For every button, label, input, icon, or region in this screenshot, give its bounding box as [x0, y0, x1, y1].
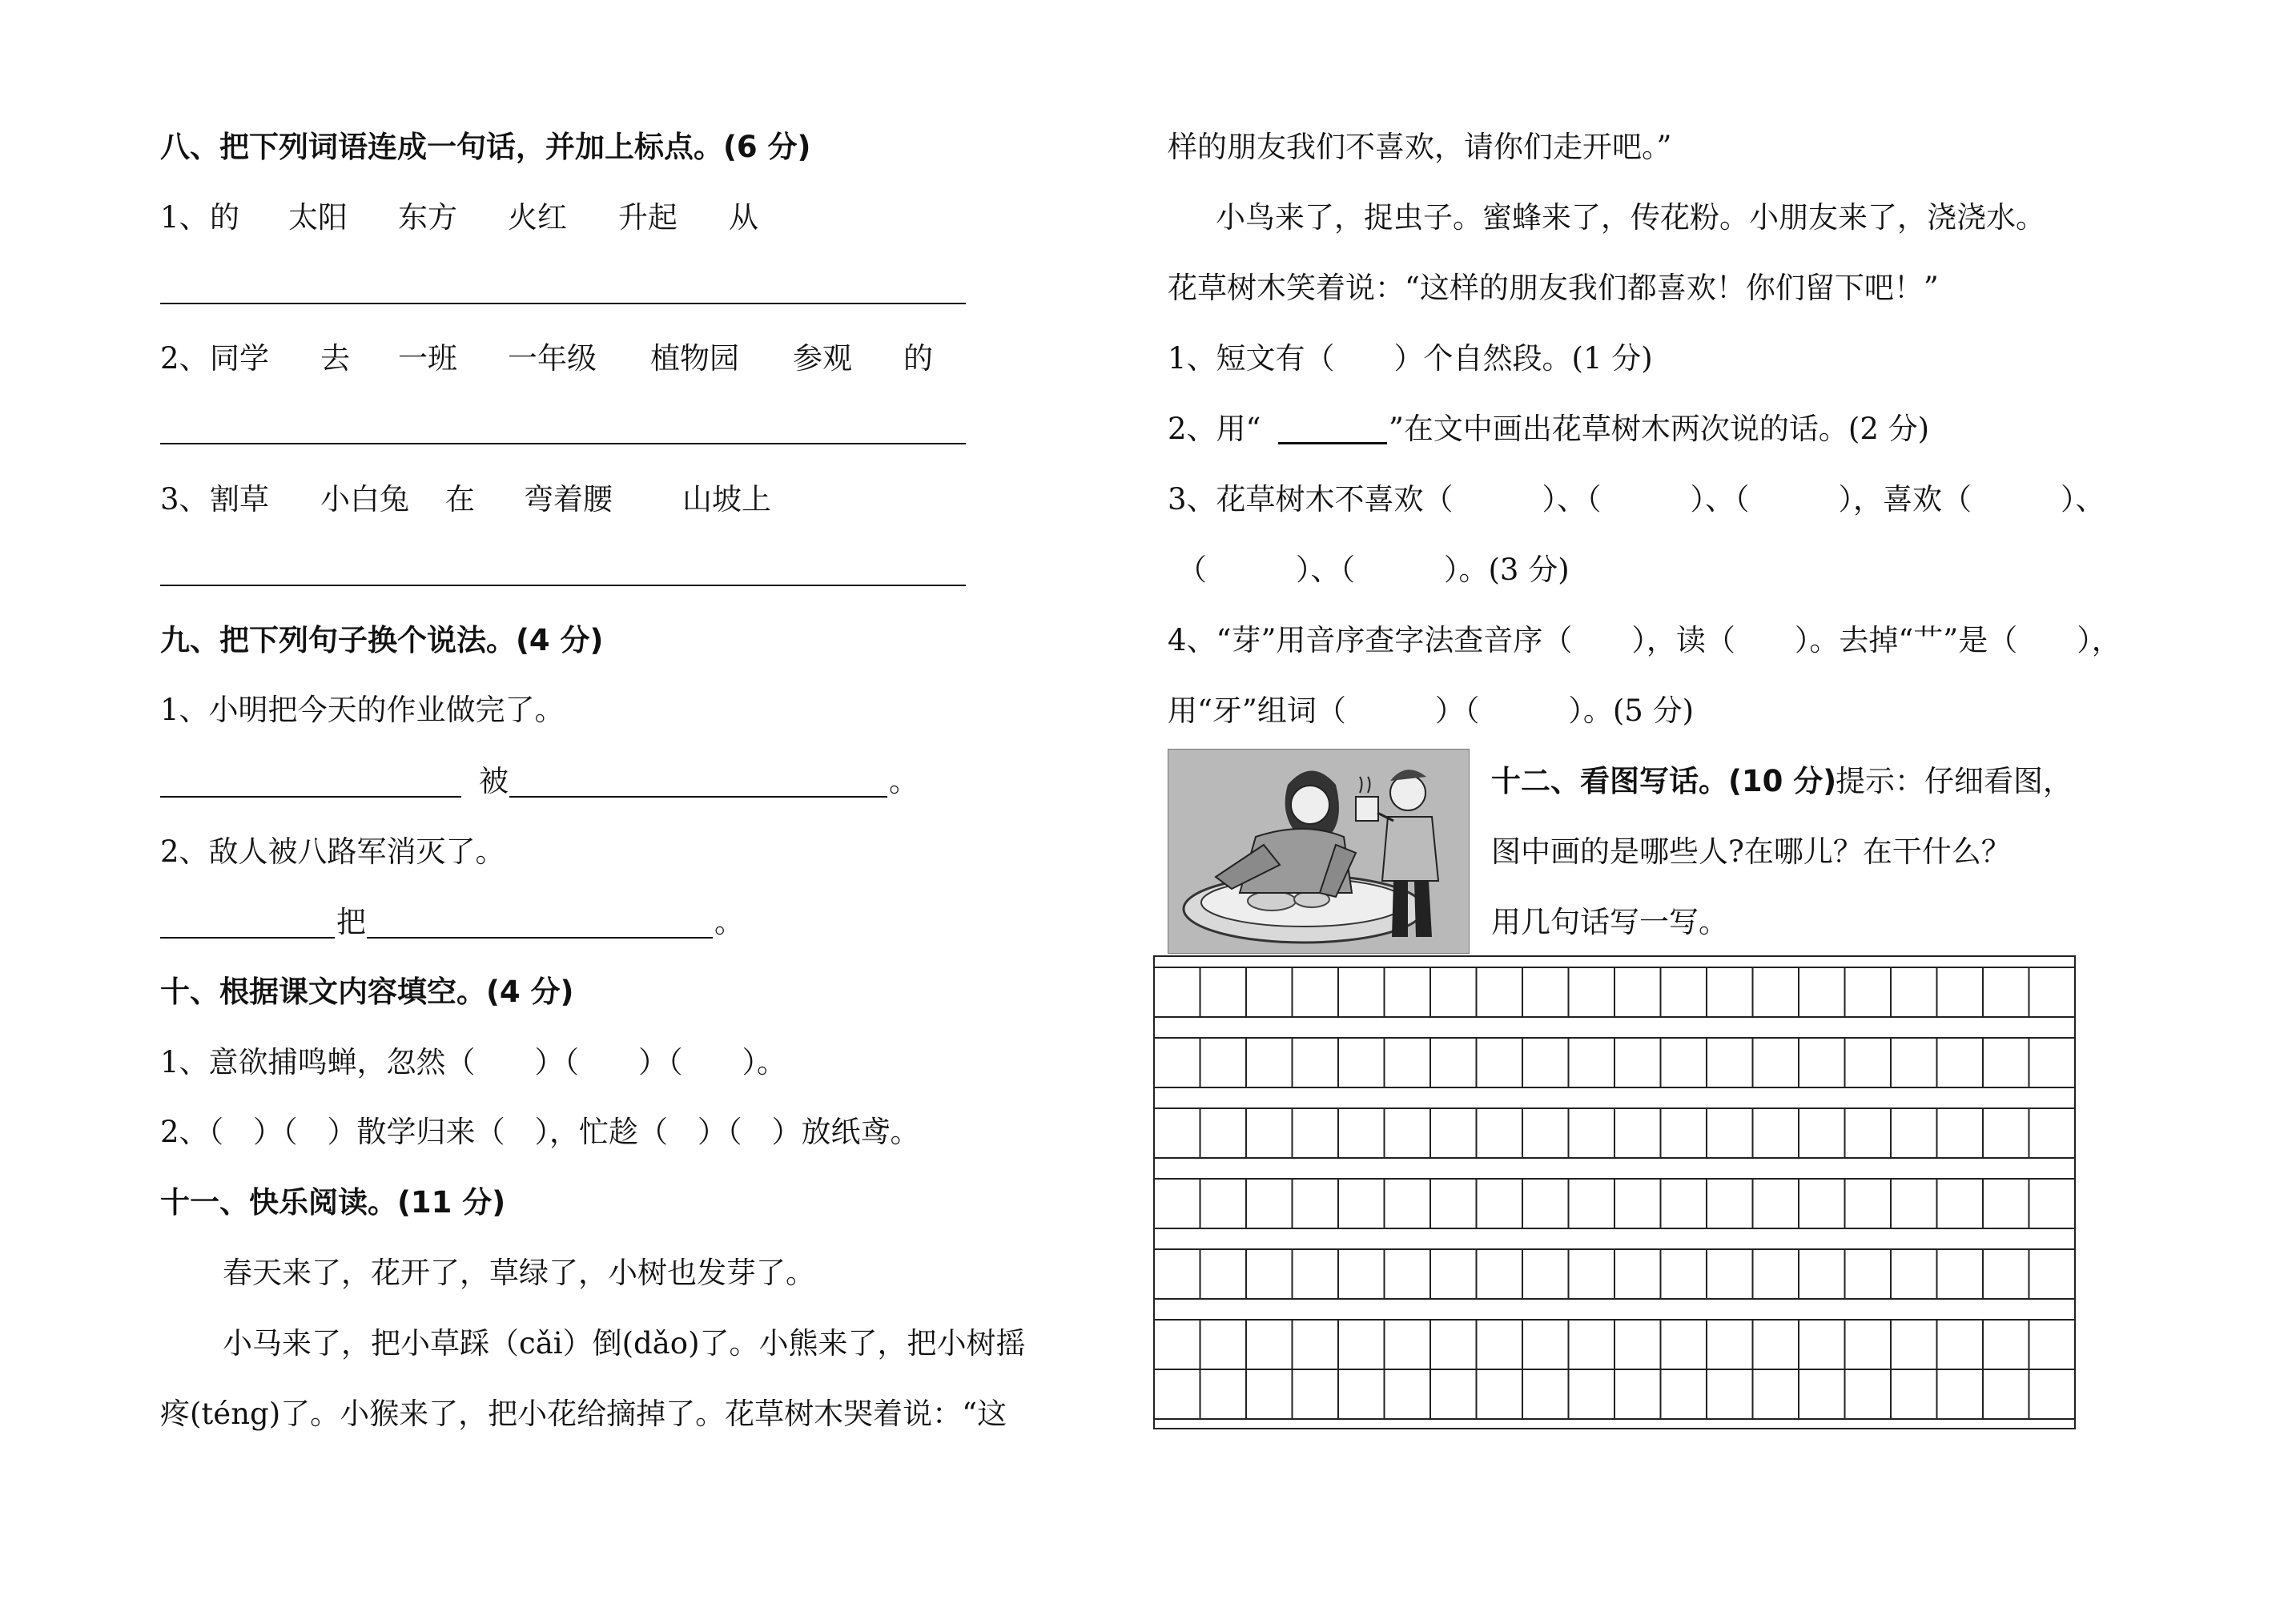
- answer-line[interactable]: [509, 796, 887, 798]
- section-8-title: 八、把下列词语连成一句话，并加上标点。(6 分): [160, 130, 811, 164]
- passage-line: 花草树木笑着说：“这样的朋友我们都喜欢！你们留下吧！”: [1168, 271, 1939, 305]
- s8-q2-num: 2、: [160, 341, 209, 376]
- s8-q1-word: 的: [210, 200, 239, 235]
- answer-line[interactable]: [160, 443, 966, 444]
- s8-q1-word: 升起: [618, 200, 678, 235]
- s8-q1-num: 1、: [160, 200, 209, 235]
- s11-q4-line1: 4、“芽”用音序查字法查音序（ ），读（ ）。去掉“艹”是（ ），: [1168, 623, 2121, 657]
- s8-q2-word: 参观: [793, 341, 852, 376]
- answer-line[interactable]: [160, 937, 335, 939]
- s8-q2-word: 一年级: [508, 341, 597, 376]
- s8-q2-word: 去: [320, 341, 350, 376]
- s8-q3-word: 割草: [210, 482, 269, 517]
- s9-q1: 1、小明把今天的作业做完了。: [160, 693, 565, 727]
- s11-q3-line1: 3、花草树木不喜欢（ ）、（ ）、（ ），喜欢（ ）、: [1168, 482, 2105, 517]
- s8-q3-word: 弯着腰: [524, 482, 613, 517]
- s8-q3-word: 在: [445, 482, 475, 517]
- passage-line: 小鸟来了，捉虫子。蜜蜂来了，传花粉。小朋友来了，浇浇水。: [1216, 200, 2045, 235]
- s8-q2-word: 一班: [398, 341, 457, 376]
- s12-hint: 提示：仔细看图，: [1836, 764, 2073, 798]
- s9-q2: 2、敌人被八路军消灭了。: [160, 834, 505, 869]
- s8-q1-word: 从: [729, 200, 758, 235]
- s12-hint: 用几句话写一写。: [1491, 905, 1728, 939]
- answer-line[interactable]: [160, 303, 966, 304]
- s8-q1-word: 太阳: [288, 200, 348, 235]
- passage-line: 样的朋友我们不喜欢，请你们走开吧。”: [1168, 130, 1672, 164]
- s8-q1-word: 东方: [398, 200, 457, 235]
- s11-q2-pre: 2、用“: [1168, 412, 1261, 446]
- s11-q2-post: ”在文中画出花草树木两次说的话。(2 分): [1389, 412, 1930, 446]
- section-9-title: 九、把下列句子换个说法。(4 分): [160, 623, 604, 657]
- passage-line: 疼(téng)了。小猴来了，把小花给摘掉了。花草树木哭着说：“这: [160, 1397, 1007, 1431]
- writing-prompt-picture: [1168, 749, 1470, 954]
- s9-q1-end: 。: [889, 764, 919, 798]
- section-12-title: 十二、看图写话。(10 分): [1491, 764, 1837, 798]
- s8-q2-word: 的: [903, 341, 933, 376]
- s8-q2-word: 同学: [210, 341, 269, 376]
- s10-q2: 2、（ ）（ ）散学归来（ ），忙趁（ ）（ ）放纸鸢。: [160, 1115, 920, 1149]
- s11-q3-line2: （ ）、（ ）。(3 分): [1177, 553, 1570, 587]
- section-10-title: 十、根据课文内容填空。(4 分): [160, 975, 574, 1009]
- answer-line[interactable]: [160, 585, 966, 586]
- underline-sample: [1278, 442, 1387, 444]
- s10-q1: 1、意欲捕鸣蝉，忽然（ ）（ ）（ ）。: [160, 1045, 787, 1079]
- answer-line[interactable]: [160, 796, 461, 798]
- passage-line: 小马来了，把小草踩（cǎi）倒(dǎo)了。小熊来了，把小树摇: [223, 1326, 1026, 1361]
- s9-q2-end: 。: [714, 905, 744, 939]
- passage-line: 春天来了，花开了，草绿了，小树也发芽了。: [223, 1256, 815, 1290]
- section-11-title: 十一、快乐阅读。(11 分): [160, 1185, 506, 1220]
- s11-q1: 1、短文有（ ）个自然段。(1 分): [1168, 341, 1653, 376]
- answer-line[interactable]: [367, 937, 713, 939]
- s11-q4-line2: 用“牙”组词（ ）（ ）。(5 分): [1168, 693, 1695, 728]
- s8-q1-word: 火红: [508, 200, 567, 235]
- s8-q3-word: 山坡上: [682, 482, 771, 517]
- s8-q2-word: 植物园: [650, 341, 739, 376]
- writing-grid[interactable]: [1152, 954, 2077, 1441]
- s9-q2-mid: 把: [336, 905, 366, 939]
- s9-q1-mid: 被: [479, 764, 509, 798]
- s8-q3-word: 小白兔: [320, 482, 409, 517]
- s8-q3-num: 3、: [160, 482, 209, 517]
- s12-hint: 图中画的是哪些人?在哪儿？在干什么？: [1491, 834, 2011, 869]
